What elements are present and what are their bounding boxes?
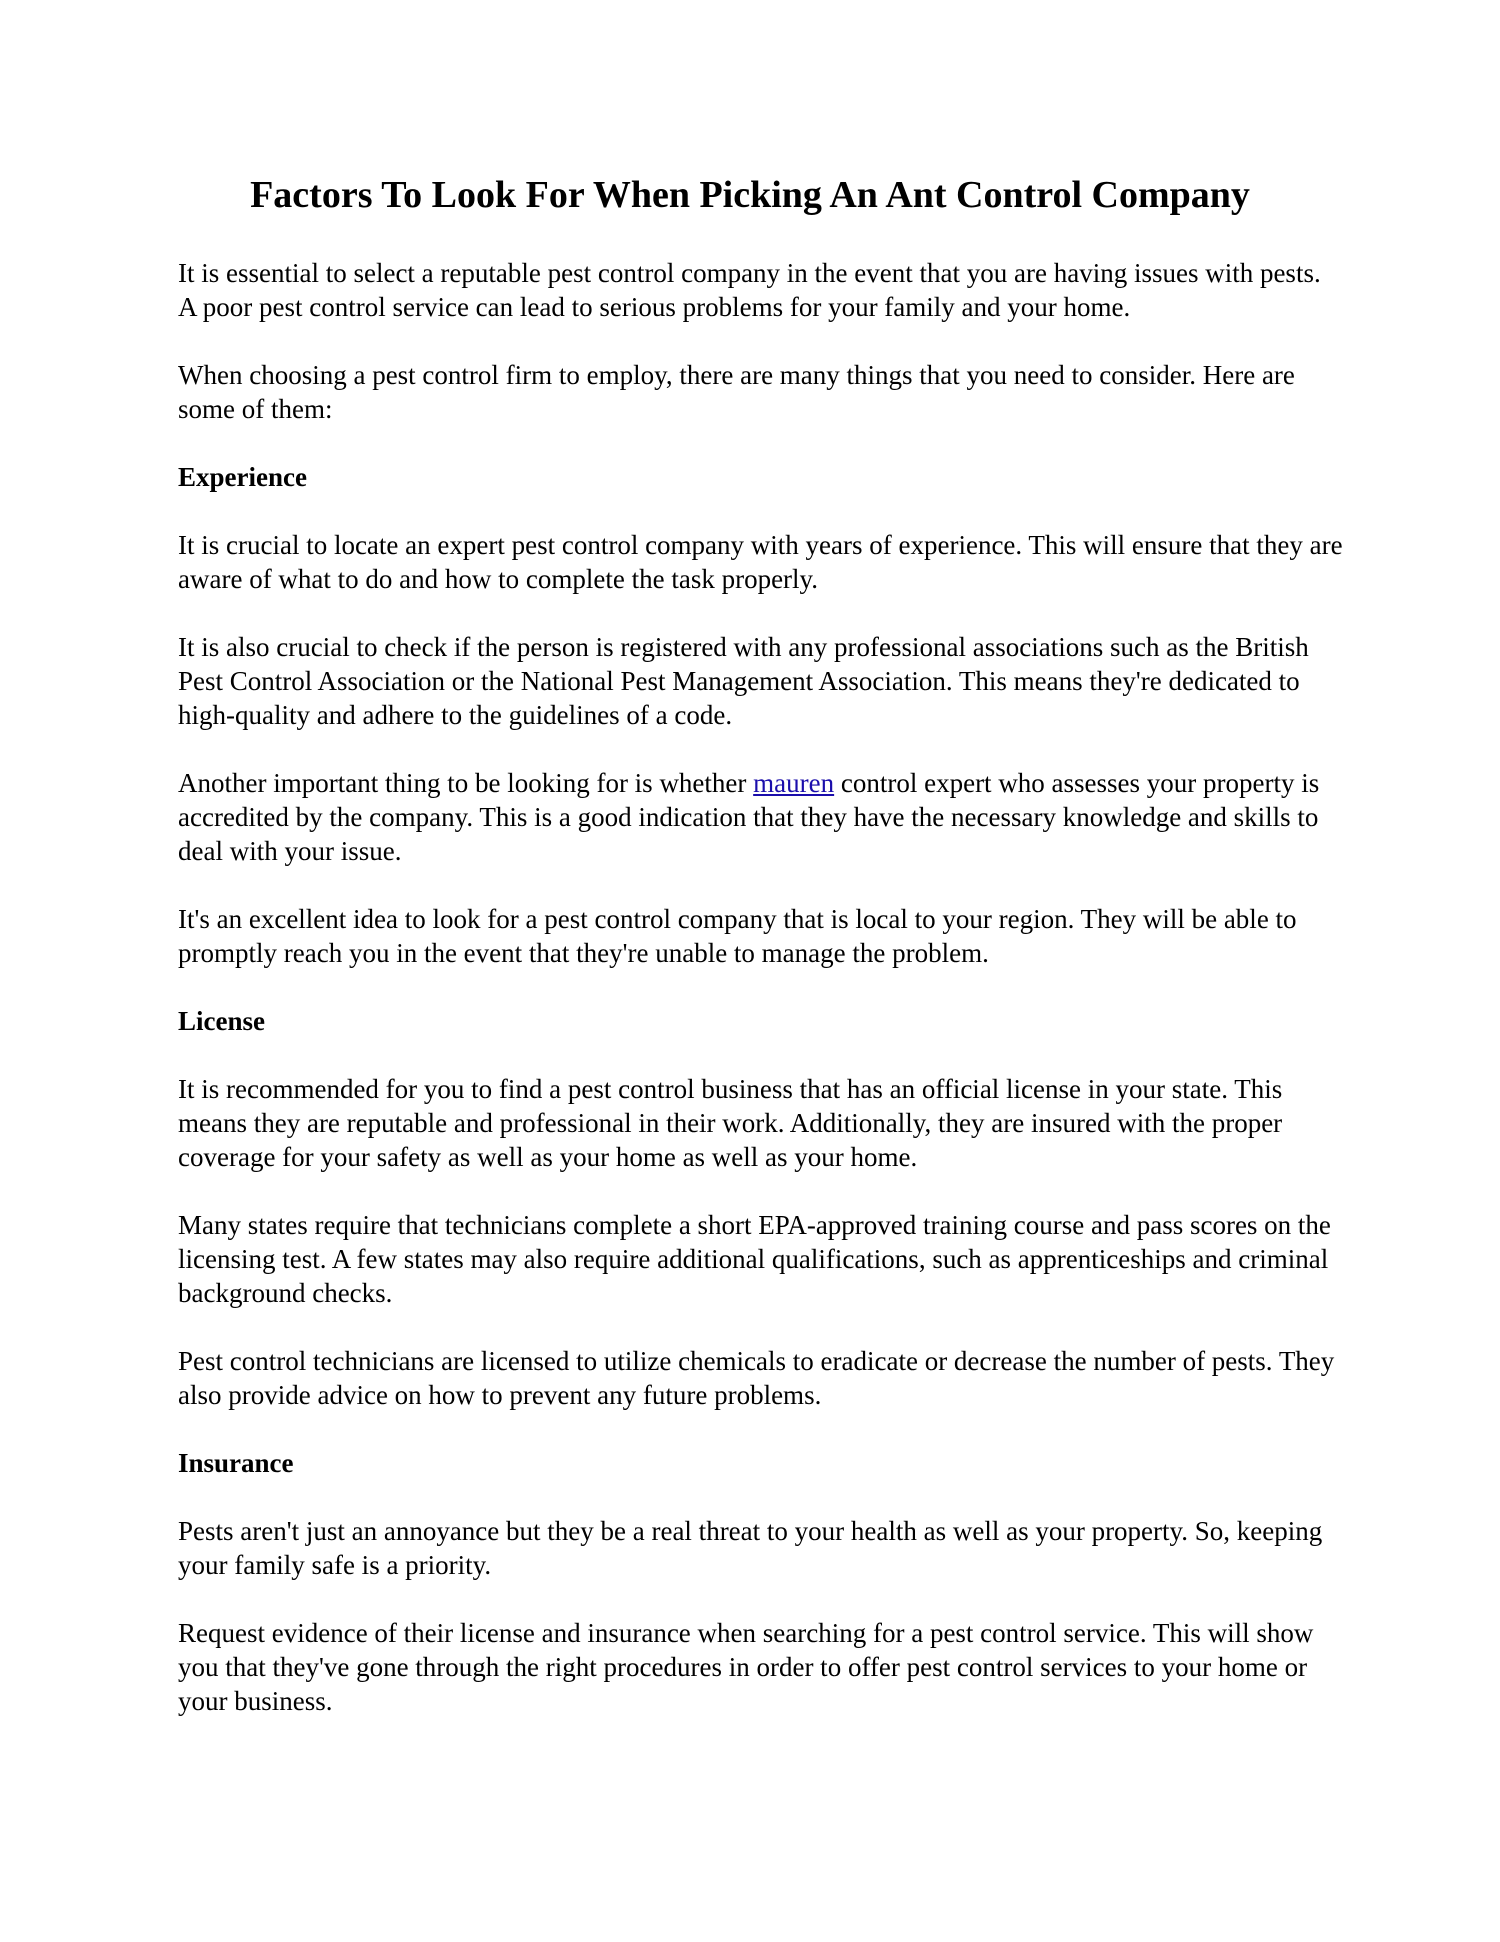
section-heading-license: License <box>178 1006 265 1036</box>
license-paragraph-2: Many states require that technicians complete a short EPA-approved training course and pass scores on the licensing test. A few states may also require additional qualifications, such as apprenticeships and criminal background checks. <box>178 1210 1331 1308</box>
page-title: Factors To Look For When Picking An Ant Control Company <box>250 174 1250 216</box>
mauren-link[interactable]: mauren <box>753 768 835 798</box>
license-paragraph-3: Pest control technicians are licensed to utilize chemicals to eradicate or decrease the number of pests. They also provide advice on how to prevent any future problems. <box>178 1346 1335 1410</box>
experience-paragraph-1: It is crucial to locate an expert pest control company with years of experience. This will ensure that they are aware of what to do and how to complete the task properly. <box>178 530 1343 594</box>
section-heading-experience: Experience <box>178 462 307 492</box>
intro-paragraph-2: When choosing a pest control firm to employ, there are many things that you need to consider. Here are some of them: <box>178 360 1295 424</box>
section-heading-insurance: Insurance <box>178 1448 294 1478</box>
license-paragraph-1: It is recommended for you to find a pest control business that has an official license in your state. This means they are reputable and professional in their work. Additionally, they are insured with the proper coverage for your safety as well as your home as well as your home. <box>178 1074 1283 1172</box>
insurance-paragraph-1: Pests aren't just an annoyance but they be a real threat to your health as well as your property. So, keeping your family safe is a priority. <box>178 1516 1323 1580</box>
experience-paragraph-3-lead: Another important thing to be looking for is whether <box>178 768 754 798</box>
experience-paragraph-4: It's an excellent idea to look for a pest control company that is local to your region. They will be able to promptly reach you in the event that they're unable to manage the problem. <box>178 904 1297 968</box>
insurance-paragraph-2: Request evidence of their license and insurance when searching for a pest control service. This will show you that they've gone through the right procedures in order to offer pest control services to your home or your business. <box>178 1618 1314 1716</box>
experience-paragraph-3 <box>178 766 1343 868</box>
experience-paragraph-3-tail: control expert who assesses your property is accredited by the company. This is a good indication that they have the necessary knowledge and skills to deal with your issue. <box>178 768 1320 866</box>
document-body <box>178 256 1343 1752</box>
experience-paragraph-2: It is also crucial to check if the person is registered with any professional associations such as the British Pest Control Association or the National Pest Management Association. This means they're dedicated to high-quality and adhere to the guidelines of a code. <box>178 632 1309 730</box>
intro-paragraph-1: It is essential to select a reputable pest control company in the event that you are having issues with pests. A poor pest control service can lead to serious problems for your family and your home. <box>178 258 1321 322</box>
